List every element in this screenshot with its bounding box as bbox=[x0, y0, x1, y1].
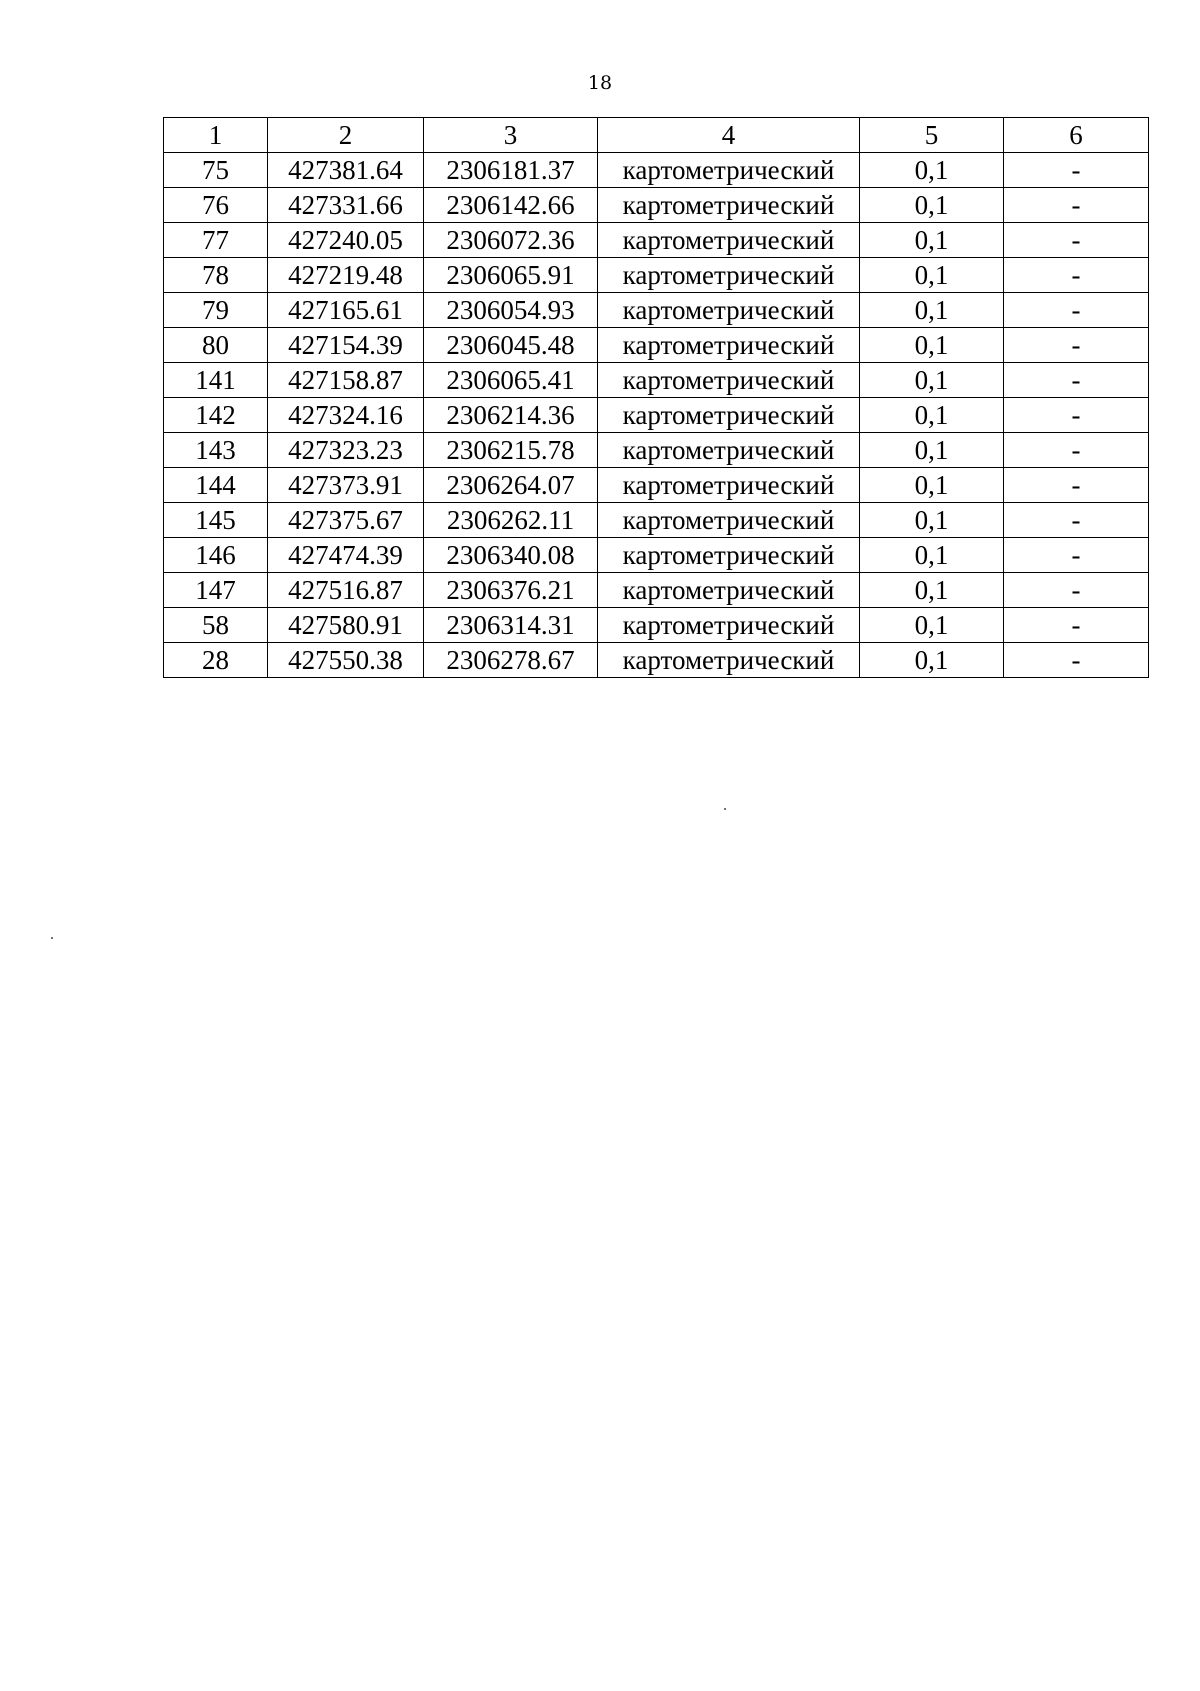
table-cell: 2306278.67 bbox=[424, 643, 598, 678]
table-cell: 141 bbox=[164, 363, 268, 398]
table-cell: 427323.23 bbox=[268, 433, 424, 468]
table-cell: 76 bbox=[164, 188, 268, 223]
table-cell: 0,1 bbox=[860, 258, 1004, 293]
table-row bbox=[164, 188, 1149, 223]
table-cell: 427158.87 bbox=[268, 363, 424, 398]
table-cell: 147 bbox=[164, 573, 268, 608]
table-cell: 2306262.11 bbox=[424, 503, 598, 538]
table-cell: - bbox=[1004, 573, 1149, 608]
table-cell: 427324.16 bbox=[268, 398, 424, 433]
table-cell: 2306181.37 bbox=[424, 153, 598, 188]
table-cell: - bbox=[1004, 398, 1149, 433]
table-cell: 2306065.41 bbox=[424, 363, 598, 398]
table-cell: картометрический bbox=[598, 258, 860, 293]
table-cell: картометрический bbox=[598, 223, 860, 258]
table-cell: - bbox=[1004, 608, 1149, 643]
table-cell: 77 bbox=[164, 223, 268, 258]
table-cell: - bbox=[1004, 293, 1149, 328]
table-cell: - bbox=[1004, 363, 1149, 398]
table-cell: 427154.39 bbox=[268, 328, 424, 363]
table-cell: 0,1 bbox=[860, 363, 1004, 398]
table-cell: 143 bbox=[164, 433, 268, 468]
table-cell: - bbox=[1004, 258, 1149, 293]
page-number: 18 bbox=[587, 72, 613, 94]
table-cell: 427373.91 bbox=[268, 468, 424, 503]
table-cell: 145 bbox=[164, 503, 268, 538]
table-cell: 0,1 bbox=[860, 538, 1004, 573]
table-row bbox=[164, 293, 1149, 328]
table-cell: 58 bbox=[164, 608, 268, 643]
table-cell: 79 bbox=[164, 293, 268, 328]
table-cell: 427550.38 bbox=[268, 643, 424, 678]
table-cell: картометрический bbox=[598, 538, 860, 573]
table-cell: - bbox=[1004, 538, 1149, 573]
table-cell: 427580.91 bbox=[268, 608, 424, 643]
table-cell: 0,1 bbox=[860, 503, 1004, 538]
table-cell: 2306045.48 bbox=[424, 328, 598, 363]
table-cell: 146 bbox=[164, 538, 268, 573]
table-cell: 427381.64 bbox=[268, 153, 424, 188]
table-cell: картометрический bbox=[598, 328, 860, 363]
table-cell: картометрический bbox=[598, 643, 860, 678]
column-header: 2 bbox=[268, 118, 424, 153]
table-cell: картометрический bbox=[598, 573, 860, 608]
table-cell: 0,1 bbox=[860, 293, 1004, 328]
table-cell: 427474.39 bbox=[268, 538, 424, 573]
table-cell: картометрический bbox=[598, 608, 860, 643]
table-cell: - bbox=[1004, 433, 1149, 468]
table-cell: 80 bbox=[164, 328, 268, 363]
table-cell: 2306264.07 bbox=[424, 468, 598, 503]
table-cell: 144 bbox=[164, 468, 268, 503]
table-cell: 427375.67 bbox=[268, 503, 424, 538]
table-cell: 427331.66 bbox=[268, 188, 424, 223]
coordinates-table bbox=[163, 117, 1149, 678]
table-cell: 2306340.08 bbox=[424, 538, 598, 573]
table-cell: 75 bbox=[164, 153, 268, 188]
table-row bbox=[164, 468, 1149, 503]
table-cell: 0,1 bbox=[860, 153, 1004, 188]
table-cell: картометрический bbox=[598, 363, 860, 398]
table-cell: - bbox=[1004, 468, 1149, 503]
column-header: 6 bbox=[1004, 118, 1149, 153]
column-header: 1 bbox=[164, 118, 268, 153]
table-cell: - bbox=[1004, 223, 1149, 258]
table-cell: картометрический bbox=[598, 433, 860, 468]
table-cell: 2306214.36 bbox=[424, 398, 598, 433]
table-row bbox=[164, 153, 1149, 188]
table-cell: 2306376.21 bbox=[424, 573, 598, 608]
table-row bbox=[164, 503, 1149, 538]
table-cell: картометрический bbox=[598, 293, 860, 328]
table-cell: 0,1 bbox=[860, 573, 1004, 608]
table-cell: картометрический bbox=[598, 503, 860, 538]
table-row bbox=[164, 223, 1149, 258]
table-cell: - bbox=[1004, 503, 1149, 538]
table-cell: - bbox=[1004, 188, 1149, 223]
table-cell: картометрический bbox=[598, 188, 860, 223]
table-row bbox=[164, 608, 1149, 643]
table-cell: 0,1 bbox=[860, 433, 1004, 468]
table-cell: картометрический bbox=[598, 153, 860, 188]
table-row bbox=[164, 573, 1149, 608]
table-row bbox=[164, 398, 1149, 433]
table-cell: картометрический bbox=[598, 398, 860, 433]
scan-speck bbox=[51, 937, 53, 939]
table-row bbox=[164, 258, 1149, 293]
table-cell: 28 bbox=[164, 643, 268, 678]
table-cell: 0,1 bbox=[860, 223, 1004, 258]
table-cell: 0,1 bbox=[860, 608, 1004, 643]
table-cell: 142 bbox=[164, 398, 268, 433]
table-cell: 0,1 bbox=[860, 468, 1004, 503]
table-cell: 2306065.91 bbox=[424, 258, 598, 293]
table-cell: 0,1 bbox=[860, 328, 1004, 363]
table-cell: 2306215.78 bbox=[424, 433, 598, 468]
table-cell: 2306142.66 bbox=[424, 188, 598, 223]
table-cell: 427165.61 bbox=[268, 293, 424, 328]
table-cell: 427516.87 bbox=[268, 573, 424, 608]
table-cell: 2306314.31 bbox=[424, 608, 598, 643]
table-cell: - bbox=[1004, 643, 1149, 678]
table-body bbox=[164, 153, 1149, 678]
table-row bbox=[164, 328, 1149, 363]
table-row bbox=[164, 363, 1149, 398]
table-cell: картометрический bbox=[598, 468, 860, 503]
table-row bbox=[164, 538, 1149, 573]
table-cell: 2306072.36 bbox=[424, 223, 598, 258]
column-header: 5 bbox=[860, 118, 1004, 153]
table-row bbox=[164, 643, 1149, 678]
table-cell: 427240.05 bbox=[268, 223, 424, 258]
table-cell: 0,1 bbox=[860, 188, 1004, 223]
table-cell: 78 bbox=[164, 258, 268, 293]
table-cell: 2306054.93 bbox=[424, 293, 598, 328]
table-cell: - bbox=[1004, 328, 1149, 363]
table-cell: 427219.48 bbox=[268, 258, 424, 293]
table-cell: 0,1 bbox=[860, 398, 1004, 433]
scan-speck bbox=[724, 808, 726, 810]
table-row bbox=[164, 433, 1149, 468]
table-cell: 0,1 bbox=[860, 643, 1004, 678]
table-cell: - bbox=[1004, 153, 1149, 188]
column-header: 4 bbox=[598, 118, 860, 153]
table-header-row bbox=[164, 118, 1149, 153]
column-header: 3 bbox=[424, 118, 598, 153]
